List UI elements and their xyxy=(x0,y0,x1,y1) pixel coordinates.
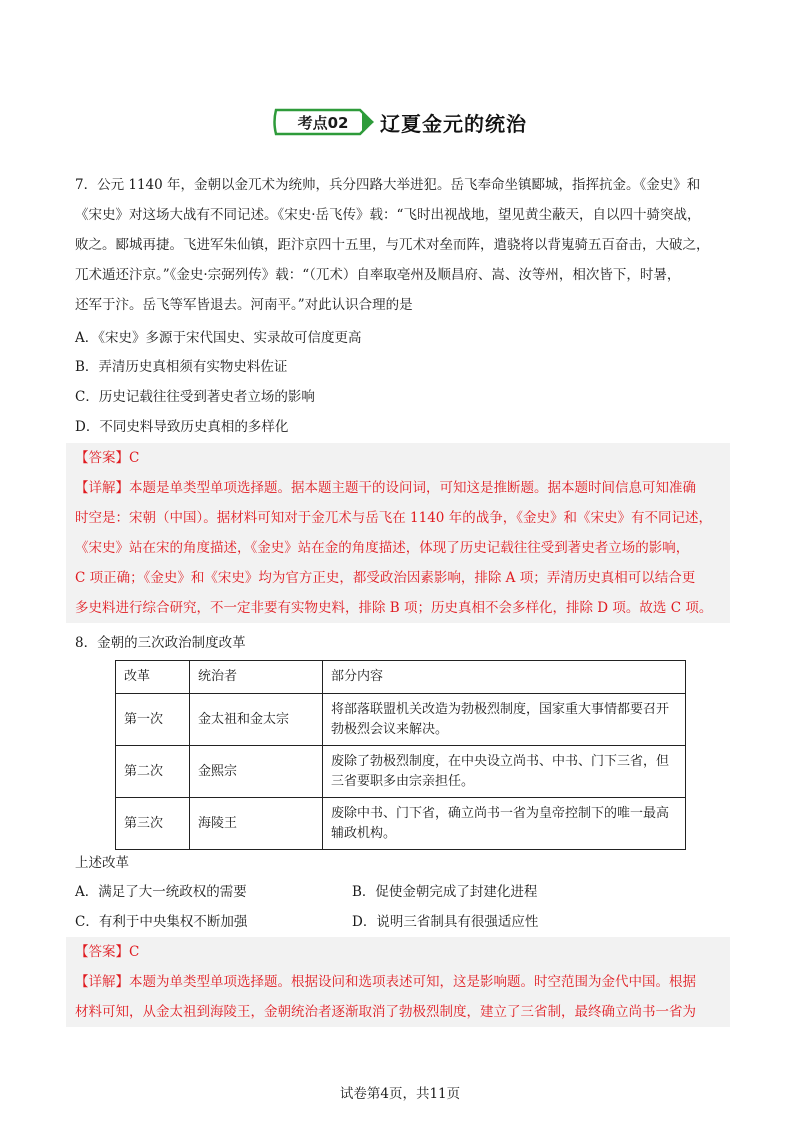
q7-option-c: C．历史记载往往受到著史者立场的影响 xyxy=(75,389,315,405)
q7-option-b: B．弄清历史真相须有实物史料佐证 xyxy=(75,359,288,375)
table-header-cell: 部分内容 xyxy=(323,661,686,694)
q8-explanation-line: 材料可知，从金太祖到海陵王，金朝统治者逐渐取消了勃极烈制度，建立了三省制，最终确立尚书一省为 xyxy=(75,1004,696,1020)
reform-table xyxy=(115,660,686,850)
q7-line: 还军于汴。岳飞等军皆退去。河南平。”对此认识合理的是 xyxy=(75,297,413,313)
section-title: 辽夏金元的统治 xyxy=(380,112,527,136)
q8-option-b: B．促使金朝完成了封建化进程 xyxy=(352,884,538,900)
q7-line: 《宋史》对这场大战有不同记述。《宋史·岳飞传》载：“飞时出视战地，望见黄尘蔽天，自以四十骑突战， xyxy=(75,207,701,223)
table-cell: 第三次 xyxy=(116,798,190,850)
q7-explanation-line: 时空是：宋朝（中国）。据材料可知对于金兀术与岳飞在 1140 年的战争，《金史》和《宋史》有不同记述， xyxy=(75,510,712,526)
q7-answer-box xyxy=(66,443,730,623)
question-7-stem xyxy=(75,170,725,320)
q7-option-a: A．《宋史》多源于宋代国史、实录故可信度更高 xyxy=(75,330,362,346)
topic-badge-label: 考点02 xyxy=(297,114,349,132)
table-row xyxy=(116,694,686,746)
q7-explanation-line: 《宋史》站在宋的角度描述，《金史》站在金的角度描述，体现了历史记载往往受到著史者立场的影响， xyxy=(75,540,690,556)
q7-explanation-line: 【详解】本题是单类型单项选择题。据本题主题干的设问词，可知这是推断题。据本题时间信息可知准确 xyxy=(75,480,696,496)
q7-explanation-line: C 项正确；《金史》和《宋史》均为官方正史，都受政治因素影响，排除 A 项；弄清历史真相可以结合更 xyxy=(75,570,696,586)
table-cell: 废除中书、门下省，确立尚书一省为皇帝控制下的唯一最高辅政机构。 xyxy=(323,798,686,850)
q8-option-c: C．有利于中央集权不断加强 xyxy=(75,914,248,930)
table-cell: 第二次 xyxy=(116,746,190,798)
q8-answer: 【答案】C xyxy=(75,944,140,960)
table-header-cell: 改革 xyxy=(116,661,190,694)
table-header-row xyxy=(116,661,686,694)
table-cell: 金熙宗 xyxy=(190,746,323,798)
table-cell: 海陵王 xyxy=(190,798,323,850)
q7-line: 7．公元 1140 年，金朝以金兀术为统帅，兵分四路大举进犯。岳飞奉命坐镇郾城，指挥抗金。《金史》和 xyxy=(75,177,701,193)
q8-option-a: A．满足了大一统政权的需要 xyxy=(75,884,247,900)
table-row xyxy=(116,798,686,850)
q7-explanation-line: 多史料进行综合研究，不一定非要有实物史料，排除 B 项；历史真相不会多样化，排除 D 项。故选 C 项。 xyxy=(75,600,713,616)
q8-lead-in: 上述改革 xyxy=(75,855,129,871)
table-cell: 将部落联盟机关改造为勃极烈制度，国家重大事情都要召开勃极烈会议来解决。 xyxy=(323,694,686,746)
q7-line: 败之。郾城再捷。飞进军朱仙镇，距汴京四十五里，与兀术对垒而阵，遣骁将以背嵬骑五百奋击，大破之， xyxy=(75,237,710,253)
table-cell: 废除了勃极烈制度，在中央设立尚书、中书、门下三省，但三省要职多由宗亲担任。 xyxy=(323,746,686,798)
table-header-cell: 统治者 xyxy=(190,661,323,694)
table-cell: 第一次 xyxy=(116,694,190,746)
q8-explanation-line: 【详解】本题为单类型单项选择题。根据设问和选项表述可知，这是影响题。时空范围为金代中国。根据 xyxy=(75,974,696,990)
page-footer: 试卷第4页，共11页 xyxy=(339,1086,461,1102)
q8-answer-box xyxy=(66,937,730,1027)
question-8-stem: 8．金朝的三次政治制度改革 xyxy=(75,635,246,651)
q7-option-d: D．不同史料导致历史真相的多样化 xyxy=(75,419,289,435)
q8-option-d: D．说明三省制具有很强适应性 xyxy=(352,914,539,930)
q7-line: 兀术遁还汴京。”《金史·宗弼列传》载：“（兀术）自率取亳州及顺昌府、嵩、汝等州，相次皆下，时暑， xyxy=(75,267,681,283)
table-row xyxy=(116,746,686,798)
q7-answer: 【答案】C xyxy=(75,450,140,466)
topic-badge xyxy=(272,106,376,138)
section-header xyxy=(0,100,800,144)
table-cell: 金太祖和金太宗 xyxy=(190,694,323,746)
